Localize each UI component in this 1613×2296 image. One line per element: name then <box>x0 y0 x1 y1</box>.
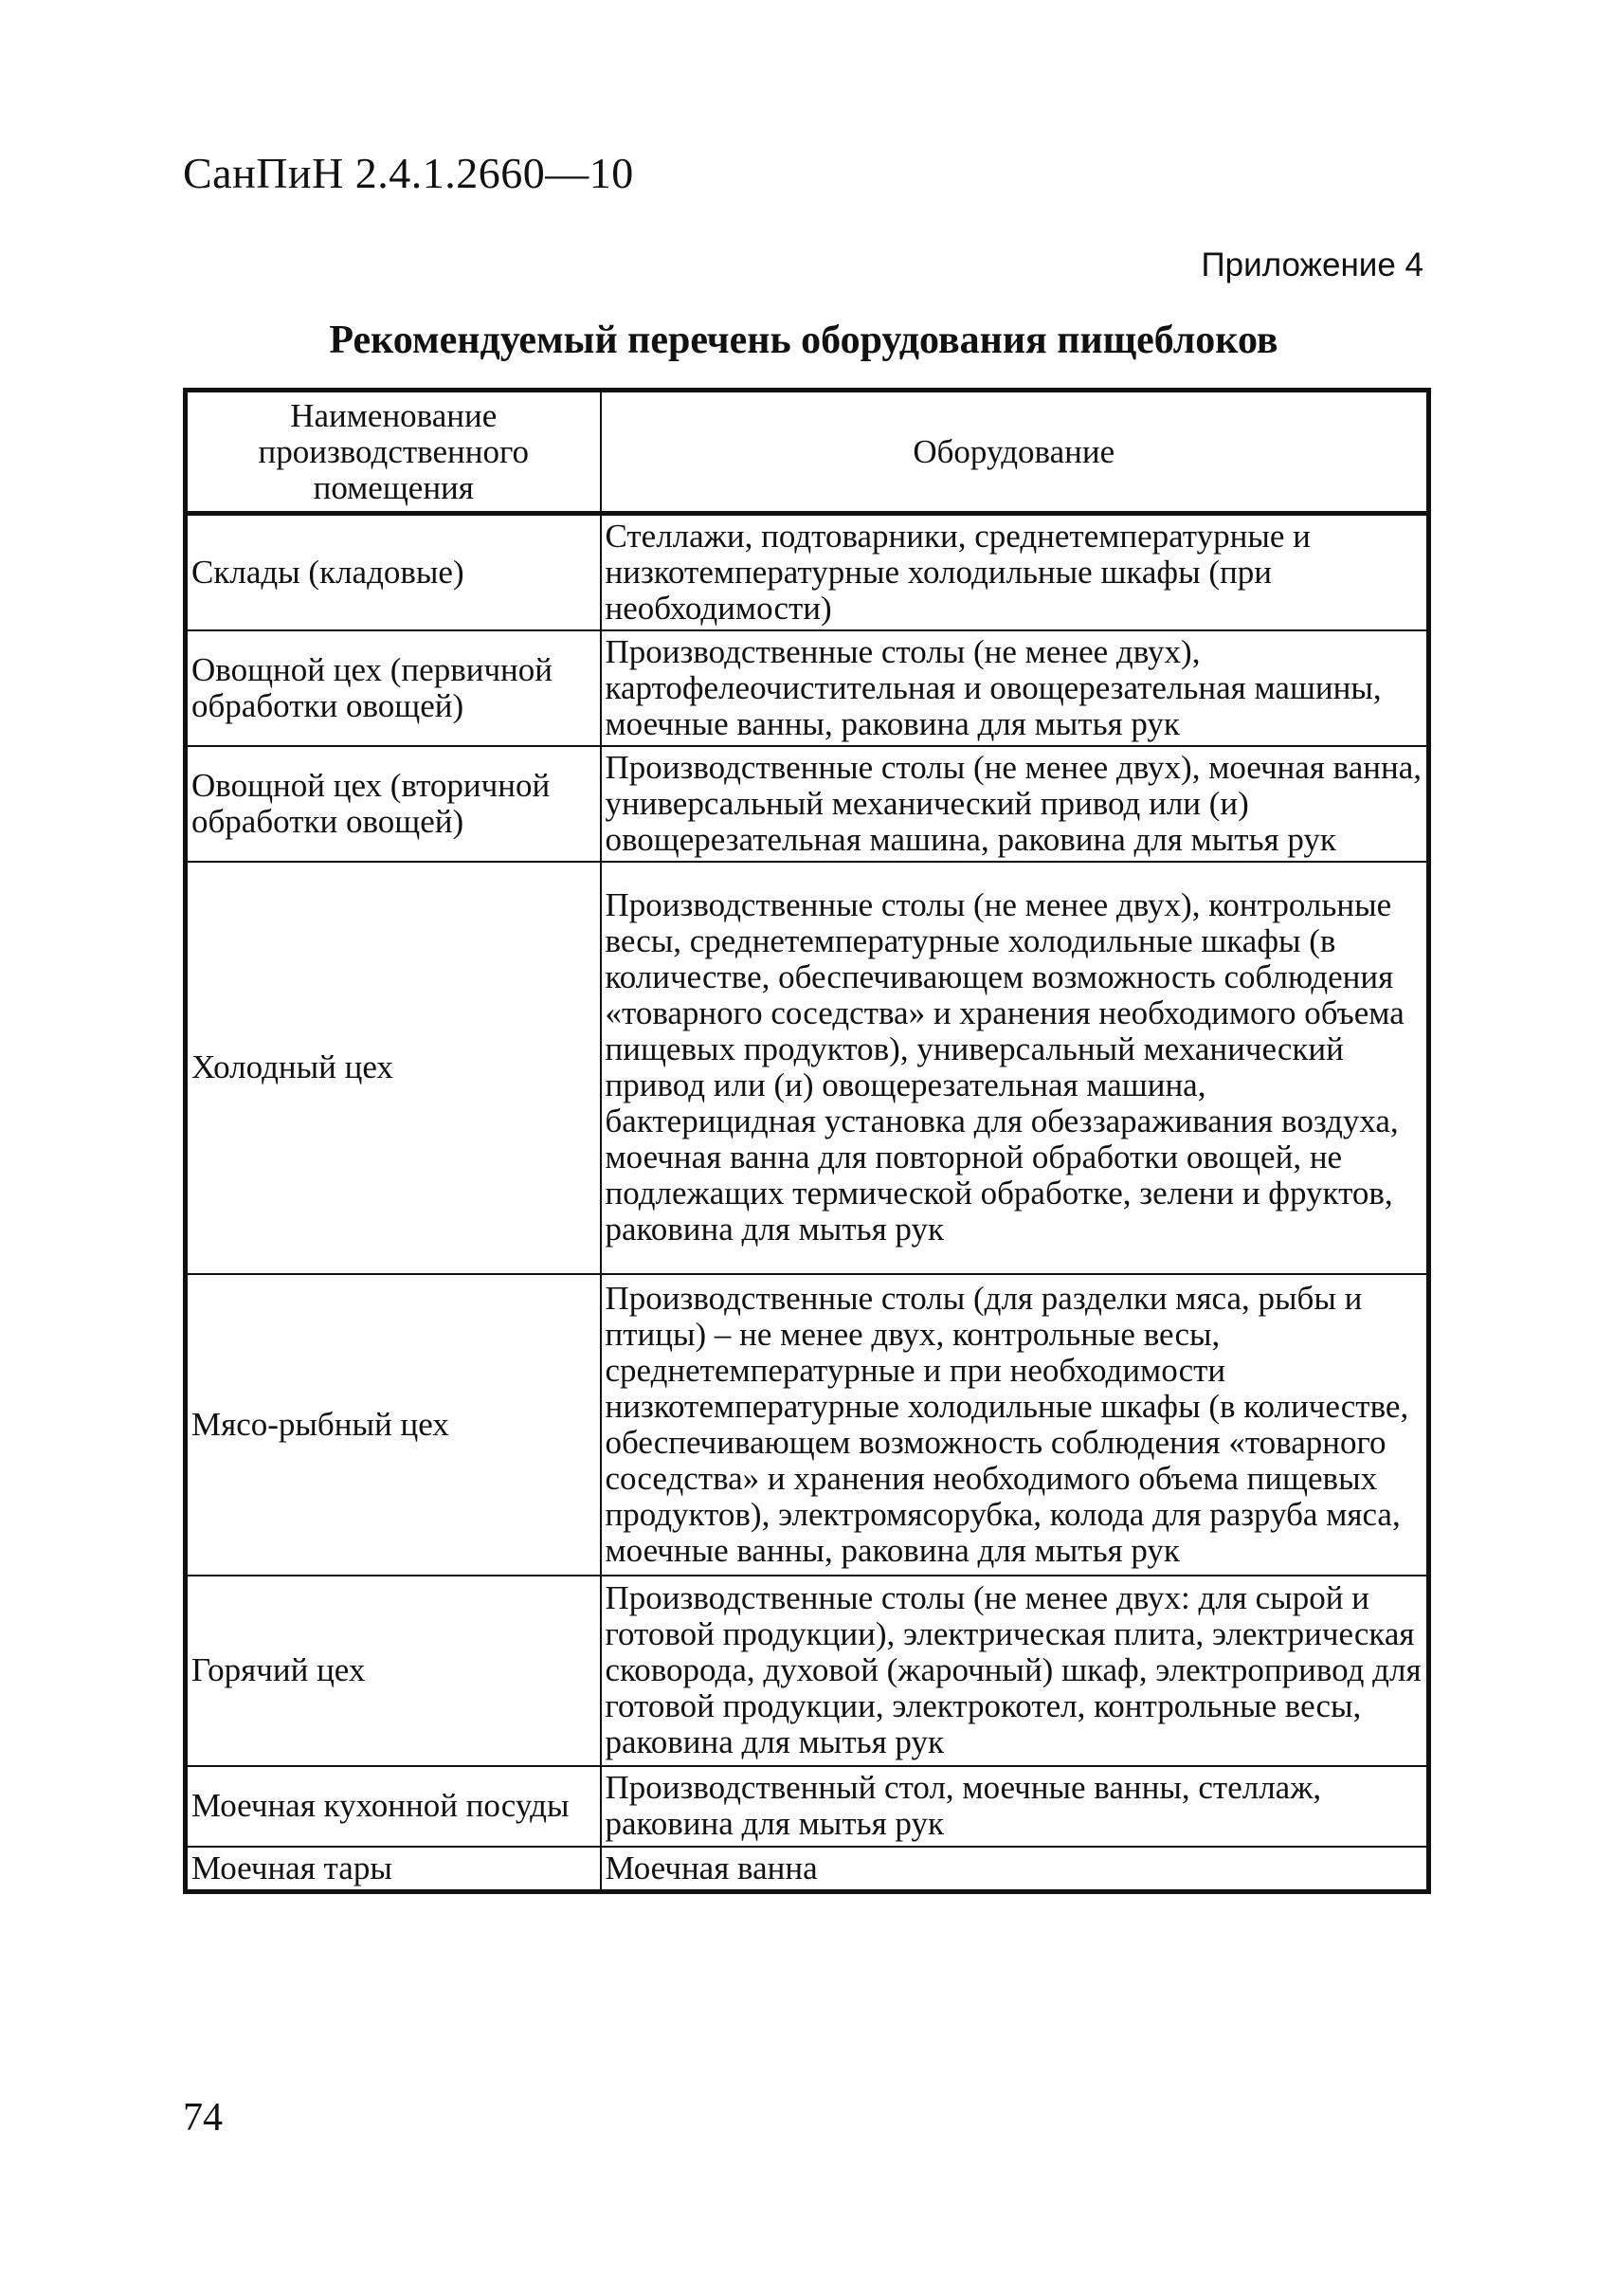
table-row <box>186 746 1429 862</box>
equipment-cell: Производственные столы (для разделки мяса, рыбы и птицы) – не менее двух, контрольные весы, среднетемпературные и при необходимости низкотемпературные холодильные шкафы (в количестве, обеспечивающем возможность соблюдения «товарного соседства» и хранения необходимого объема пищевых продуктов), электромясорубка, колода для разруба мяса, моечные ванны, раковина для мытья рук <box>601 1274 1429 1576</box>
equipment-cell: Производственный стол, моечные ванны, стеллаж, раковина для мытья рук <box>601 1766 1429 1847</box>
table-row <box>186 862 1429 1274</box>
column-header-equipment: Оборудование <box>601 391 1429 514</box>
room-cell: Мясо-рыбный цех <box>186 1274 601 1576</box>
equipment-cell: Производственные столы (не менее двух), картофелеочистительная и овощерезательная машины, моечные ванны, раковина для мытья рук <box>601 630 1429 746</box>
table-row <box>186 1576 1429 1766</box>
page-title: Рекомендуемый перечень оборудования пищеблоков <box>329 319 1278 362</box>
equipment-cell: Производственные столы (не менее двух), моечная ванна, универсальный механический привод или (и) овощерезательная машина, раковина для мытья рук <box>601 746 1429 862</box>
table-row <box>186 630 1429 746</box>
equipment-table <box>183 388 1431 1894</box>
table-row <box>186 1766 1429 1847</box>
table-row <box>186 1274 1429 1576</box>
room-cell: Склады (кладовые) <box>186 514 601 630</box>
room-cell: Моечная кухонной посуды <box>186 1766 601 1847</box>
table-row <box>186 1847 1429 1892</box>
column-header-room: Наименование производственного помещения <box>186 391 601 514</box>
document-code: СанПиН 2.4.1.2660—10 <box>183 149 634 197</box>
equipment-cell: Стеллажи, подтоварники, среднетемпературные и низкотемпературные холодильные шкафы (при необходимости) <box>601 514 1429 630</box>
page-number: 74 <box>183 2096 223 2140</box>
appendix-label: Приложение 4 <box>1201 246 1423 283</box>
room-cell: Овощной цех (вторичной обработки овощей) <box>186 746 601 862</box>
room-cell: Горячий цех <box>186 1576 601 1766</box>
equipment-cell: Производственные столы (не менее двух), контрольные весы, среднетемпературные холодильные шкафы (в количестве, обеспечивающем возможность соблюдения «товарного соседства» и хранения необходимого объема пищевых продуктов), универсальный механический привод или (и) овощерезательная машина, бактерицидная установка для обеззараживания воздуха, моечная ванна для повторной обработки овощей, не подлежащих термической обработке, зелени и фруктов, раковина для мытья рук <box>601 862 1429 1274</box>
equipment-cell: Производственные столы (не менее двух: для сырой и готовой продукции), электрическая плита, электрическая сковорода, духовой (жарочный) шкаф, электропривод для готовой продукции, электрокотел, контрольные весы, раковина для мытья рук <box>601 1576 1429 1766</box>
room-cell: Холодный цех <box>186 862 601 1274</box>
room-cell: Моечная тары <box>186 1847 601 1892</box>
table-header-row <box>186 391 1429 514</box>
table-row <box>186 514 1429 630</box>
equipment-cell: Моечная ванна <box>601 1847 1429 1892</box>
room-cell: Овощной цех (первичной обработки овощей) <box>186 630 601 746</box>
